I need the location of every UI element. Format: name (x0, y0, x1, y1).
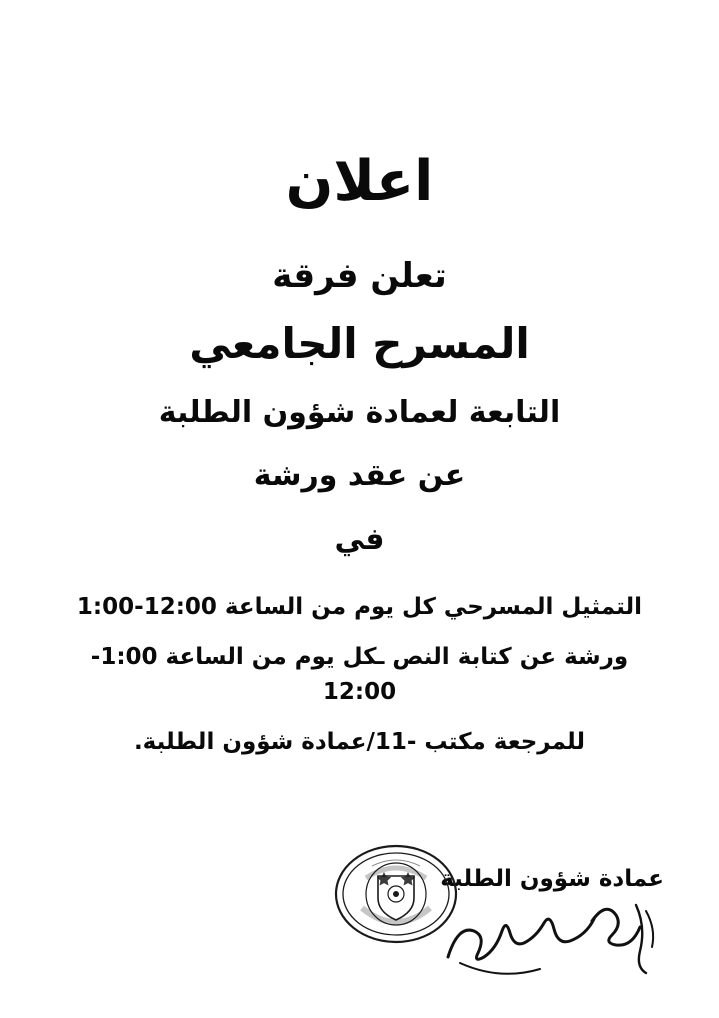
announce-line: تعلن فرقة (272, 256, 447, 297)
detail-line-1: التمثيل المسرحي كل يوم من الساعة 12:00-1:00 (76, 594, 643, 621)
troupe-name: المسرح الجامعي (189, 319, 530, 369)
in-word: في (334, 521, 385, 557)
page-title: اعلان (285, 149, 434, 214)
handwritten-signature (440, 885, 670, 995)
footer-signer: عمادة شؤون الطلبة (440, 866, 664, 892)
detail-line-3: للمرجعة مكتب -11/عمادة شؤون الطلبة. (133, 729, 586, 755)
affiliation-line: التابعة لعمادة شؤون الطلبة (158, 394, 561, 430)
about-line: عن عقد ورشة (253, 458, 466, 494)
detail-line-2: ورشة عن كتابة النص ـكل يوم من الساعة 1:00-12:00 (90, 643, 629, 706)
